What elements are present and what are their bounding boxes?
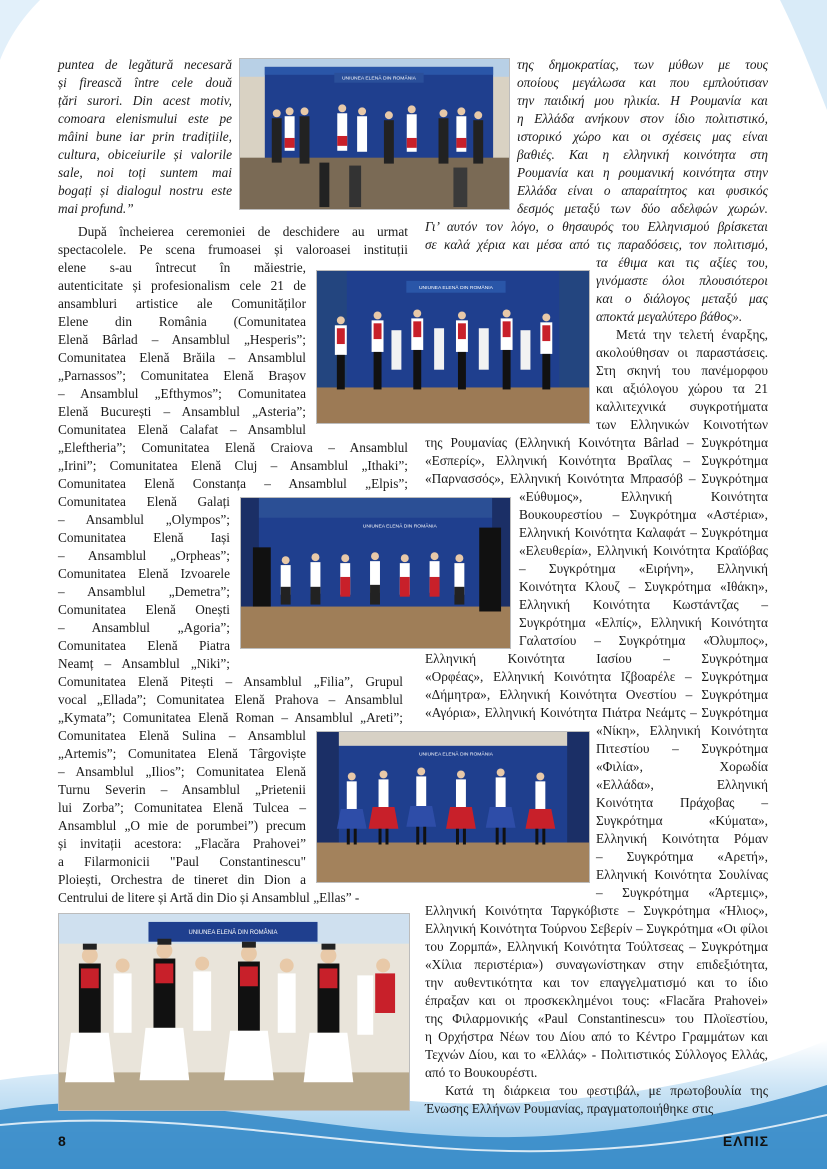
text-line: «Ελλάδα», Ελληνική bbox=[596, 777, 768, 792]
text-line: Elenă Bârlad – Ansamblul „Hesperis”; bbox=[58, 332, 306, 347]
text-line: sale, noi toți suntem mai bbox=[58, 165, 232, 180]
text-line: Κοινότητα Κλουζ – Συγκρότημα «Ιθάκη», bbox=[519, 579, 768, 594]
text-line: Comunitatea Elenă Onești bbox=[58, 602, 230, 617]
text-line: η Ελλάδα ανήκουν στον ίδιο πολιτιστικό, bbox=[517, 111, 768, 126]
text-line: Γαλατσίου – Συγκρότημα «Όλυμπος», bbox=[519, 633, 768, 648]
text-line: a Filarmonicii "Paul Constantinescu" bbox=[58, 854, 306, 869]
text-line: έπραξαν και οι προσκεκλημένοι τους: «Flacăra Prahovei» bbox=[425, 993, 768, 1008]
text-line: – Συγκρότημα «Αρετή», bbox=[596, 849, 768, 864]
romanian-body-column-e bbox=[58, 727, 306, 889]
text-line: mai profund.” bbox=[58, 201, 134, 216]
romanian-body-column-d bbox=[58, 673, 403, 727]
text-line: și invitații acestora: „Flacăra Prahovei” bbox=[58, 836, 306, 851]
text-line: Centrului de litere și Artă din Dio și Ansamblul „Ellas” - bbox=[58, 890, 360, 905]
romanian-body-column-c bbox=[58, 493, 230, 673]
photo-dancers-circle bbox=[240, 497, 511, 649]
text-line: – Ansamblul „Agoria”; bbox=[58, 620, 230, 635]
text-line: „Parnassos”; Comunitatea Elenă Brașov bbox=[58, 368, 306, 383]
text-line: Comunitatea Elenă Sulina – Ansamblul bbox=[58, 728, 306, 743]
text-line: «Νίκη», Ελληνική Κοινότητα bbox=[596, 723, 768, 738]
text-line: Neamț – Ansamblul „Niki”; bbox=[58, 656, 230, 671]
text-line: Comunitatea Elenă Iași bbox=[58, 530, 230, 545]
romanian-body-column-b bbox=[58, 439, 408, 493]
photo-dancers-skirts bbox=[316, 731, 590, 883]
text-line: η Ορχήστρα Νέων του Δίου από το Κέντρο Γραμμάτων και bbox=[425, 1029, 768, 1044]
romanian-body-column-f bbox=[58, 889, 408, 907]
text-line: οποίους μεγάλωσα και που εμπλούτισαν bbox=[517, 75, 768, 90]
text-line: Ελληνική Κοινότητα Ταργκόβιστε – Συγκρότημα «Ήλιος», bbox=[425, 903, 768, 918]
banner-text: UNIUNEA ELENĂ DIN ROMÂNIA bbox=[418, 285, 493, 291]
text-line: Ploiești, Orchestra de tineret din Dion a bbox=[58, 872, 306, 887]
text-line: – Ansamblul „Orpheas”; bbox=[58, 548, 230, 563]
text-line: Ελληνική Κοινότητα Σουλίνας bbox=[596, 867, 768, 882]
greek-quote-wide bbox=[425, 218, 768, 254]
photo-dancers-red-vests bbox=[316, 270, 590, 424]
text-line: «Δήμητρα», Ελληνική Κοινότητα Ονεστίου – Συγκρότημα bbox=[425, 687, 768, 702]
text-line: Πιτεστίου – Συγκρότημα bbox=[596, 741, 768, 756]
text-line: și firească între cele două bbox=[58, 75, 232, 90]
text-line: spectacolele. Pe scena frumoasei și valoroasei instituții bbox=[58, 242, 408, 257]
photo-dancers-closeup bbox=[58, 913, 410, 1111]
text-line: elene s-au întrecut în măiestrie, bbox=[58, 260, 306, 275]
banner-text: UNIUNEA ELENĂ DIN ROMÂNIA bbox=[362, 524, 437, 530]
text-line: την αυθεντικότητα και τον επαγγελματισμό και το ίδιο bbox=[425, 975, 768, 990]
text-line: σε καλά χέρια και μέσα από τις παραδόσεις, τον πολιτισμό, bbox=[425, 237, 768, 252]
text-line: – Ansamblul „Efthymos”; Comunitatea bbox=[58, 386, 306, 401]
text-line: Συγκρότημα «Κύματα», bbox=[596, 813, 768, 828]
text-line: καλλιτεχνικά συγκροτήματα bbox=[596, 399, 768, 414]
text-line: «Εσπερίς», Ελληνική Κοινότητα Βραΐλας – Συγκρότημα bbox=[425, 453, 768, 468]
text-line: – Ansamblul „Ilios”; Comunitatea Elenă bbox=[58, 764, 306, 779]
photo-dancers-group-stage bbox=[239, 58, 510, 210]
greek-quote-right bbox=[517, 56, 768, 218]
banner-text: UNIUNEA ELENĂ DIN ROMÂNIA bbox=[418, 752, 493, 758]
text-line: «Εύθυμος», Ελληνική Κοινότητα bbox=[519, 489, 768, 504]
text-line: της Ρουμανίας (Ελληνική Κοινότητα Bârlad – Συγκρότημα bbox=[425, 435, 768, 450]
text-line: βαθιές. Και η ελληνική κοινότητα στη bbox=[517, 147, 768, 162]
text-line: Comunitatea Elenă Calafat – Ansamblul bbox=[58, 422, 306, 437]
text-line: „Eleftheria”; Comunitatea Elenă Craiova – Ansamblul bbox=[58, 440, 408, 455]
text-line: Comunitatea Elenă Pitești – Ansamblul „Filia”, Grupul bbox=[58, 674, 403, 689]
text-line: δεσμός μεταξύ των δύο αδελφών χωρών. bbox=[517, 201, 768, 216]
text-line: „Artemis”; Comunitatea Elenă Târgoviște bbox=[58, 746, 306, 761]
text-line: ansambluri artistice ale Comunităților bbox=[58, 296, 306, 311]
text-line: γινόμαστε όλοι πλουσιότεροι bbox=[596, 273, 768, 288]
text-line: „Kymata”; Comunitatea Elenă Roman – Ansamblul „Areti”; bbox=[58, 710, 403, 725]
text-line: από το Βουκουρέστι. bbox=[425, 1065, 538, 1080]
text-line: Turnu Severin – Ansamblul „Prietenii bbox=[58, 782, 306, 797]
text-line: Comunitatea Elenă Izvoarele bbox=[58, 566, 230, 581]
text-line: Συγκρότημα «Ελπίς», Ελληνική Κοινότητα bbox=[519, 615, 768, 630]
text-line: του Ζορμπά», Ελληνική Κοινότητα Τούλτσεας – Συγκρότημα bbox=[425, 939, 768, 954]
text-line: Μετά την τελετή έναρξης, bbox=[616, 327, 768, 342]
text-line: την παιδική μου ηλικία. Η Ρουμανία και bbox=[517, 93, 768, 108]
greek-body-bottom bbox=[425, 902, 768, 1118]
romanian-body-column-a bbox=[58, 259, 306, 439]
text-line: Ελληνική Κοινότητα Κωστάντζας – bbox=[519, 597, 768, 612]
text-line: Comunitatea Elenă Brăila – Ansamblul bbox=[58, 350, 306, 365]
text-line: «Ορφέας», Ελληνική Κοινότητα Ιζβοαρέλε – Συγκρότημα bbox=[425, 669, 768, 684]
text-line: «Παρνασσός», Ελληνική Κοινότητα Μπρασόβ – Συγκρότημα bbox=[425, 471, 768, 486]
text-line: Elene din România (Comunitatea bbox=[58, 314, 306, 329]
text-line: vocal „Ellada”; Comunitatea Elenă Prahova – Ansamblul bbox=[58, 692, 403, 707]
text-line: Ελληνική Κοινότητα Τούρνου Σεβερίν – Συγκρότημα «Οι φίλοι bbox=[425, 921, 768, 936]
text-line: Κοινότητα Πράχοβας – bbox=[596, 795, 768, 810]
text-line: – Ansamblul „Olympos”; bbox=[58, 512, 230, 527]
text-line: – Συγκρότημα «Άρτεμις», bbox=[596, 885, 768, 900]
text-line: και ο διάλογος μεταξύ μας bbox=[596, 291, 768, 306]
text-line: ακολούθησαν οι παραστάσεις. bbox=[596, 345, 768, 360]
page-number: 8 bbox=[58, 1133, 66, 1149]
text-line: Ελληνική Κοινότητα Ρόμαν bbox=[596, 831, 768, 846]
romanian-body-top bbox=[58, 223, 408, 259]
text-line: «Χίλια περιστέρια») συναγωνίστηκαν στην επιδεξιότητα, bbox=[425, 957, 768, 972]
text-line: Elenă București – Ansamblul „Asteria”; bbox=[58, 404, 306, 419]
text-line: «Αγόρια», Ελληνική Κοινότητα Πιάτρα Νεάμτς – Συγκρότημα bbox=[425, 705, 768, 720]
text-line: Τεχνών Δίου, και το «Ελλάς» - Πολιτιστικός Σύλλογος Ελλάς, bbox=[425, 1047, 768, 1062]
text-line: Στη σκηνή του πανέμορφου bbox=[596, 363, 768, 378]
magazine-name: ΕΛΠΙΣ bbox=[722, 1133, 769, 1149]
text-line: Βουκουρεστίου – Συγκρότημα «Αστέρια», bbox=[519, 507, 768, 522]
text-line: – Συγκρότημα «Ειρήνη», Ελληνική bbox=[519, 561, 768, 576]
text-line: και αξιόλογου χώρου τα 21 bbox=[596, 381, 768, 396]
text-line: lui Zorba”; Comunitatea Elenă Tulcea – bbox=[58, 800, 306, 815]
text-line: autenticitate și profesionalism cele 21 de bbox=[58, 278, 306, 293]
text-line: țări surori. Din acest motiv, bbox=[58, 93, 232, 108]
text-line: τα έθιμα και τις αξίες του, bbox=[596, 255, 768, 270]
text-line: «Ελευθερία», Ελληνική Κοινότητα Κραϊόβας bbox=[519, 543, 768, 558]
text-line: «Φιλία», Χορωδία bbox=[596, 759, 768, 774]
text-line: comoara elenismului este pe bbox=[58, 111, 232, 126]
text-line: puntea de legătură necesară bbox=[58, 57, 232, 72]
greek-body-mid-a bbox=[519, 488, 768, 650]
text-line: Comunitatea Elenă Piatra bbox=[58, 638, 230, 653]
text-line: της δημοκρατίας, των μύθων με τους bbox=[517, 57, 768, 72]
greek-body-narrow-a bbox=[596, 326, 768, 434]
greek-body-wide-a bbox=[425, 434, 768, 488]
text-line: Κατά τη διάρκεια του φεστιβάλ, με πρωτοβουλία της bbox=[445, 1083, 768, 1098]
greek-quote-narrow bbox=[596, 254, 768, 326]
text-line: Ελληνική Κοινότητα Καλαφάτ – Συγκρότημα bbox=[519, 525, 768, 540]
text-line: Comunitatea Elenă Constanța – Ansamblul „Elpis”; bbox=[58, 476, 408, 491]
text-line: După încheierea ceremoniei de deschidere au urmat bbox=[78, 224, 408, 239]
text-line: αποκτά μεγαλύτερο βάθος». bbox=[596, 309, 743, 324]
text-line: mâini bune iar prin tradițiile, bbox=[58, 129, 232, 144]
greek-body-narrow-b bbox=[596, 722, 768, 902]
greek-body-wide-b bbox=[425, 650, 768, 722]
text-line: Γι’ αυτόν τον λόγο, ο θησαυρός του Ελληνισμού βρίσκεται bbox=[425, 219, 768, 234]
text-line: bogați și dialogul nostru este bbox=[58, 183, 232, 198]
text-line: cultura, obiceiurile și valorile bbox=[58, 147, 232, 162]
text-line: ιστορικό χώρο και οι σχέσεις μας είναι bbox=[517, 129, 768, 144]
text-line: Ansamblul „O mie de porumbei”) precum bbox=[58, 818, 306, 833]
text-line: Comunitatea Elenă Galați bbox=[58, 494, 230, 509]
banner-text: UNIUNEA ELENĂ DIN ROMÂNIA bbox=[341, 76, 416, 82]
text-line: Ελλάδα είναι ο απαραίτητος και φυσικός bbox=[517, 183, 768, 198]
text-line: της Φιλαρμονικής «Paul Constantinescu» του Πλοϊεστίου, bbox=[425, 1011, 768, 1026]
text-line: Ελληνική Κοινότητα Ιασίου – Συγκρότημα bbox=[425, 651, 768, 666]
text-line: – Ansamblul „Demetra”; bbox=[58, 584, 230, 599]
text-line: „Irini”; Comunitatea Elenă Cluj – Ansamblul „Ithaki”; bbox=[58, 458, 408, 473]
romanian-intro-quote bbox=[58, 56, 232, 218]
text-line: των Ελληνικών Κοινοτήτων bbox=[596, 417, 768, 432]
text-line: Ένωσης Ελλήνων Ρουμανίας, πραγματοποιήθηκε στις bbox=[425, 1101, 714, 1116]
banner-text: UNIUNEA ELENĂ DIN ROMÂNIA bbox=[188, 929, 278, 936]
text-line: Ρουμανία και η ρουμανική κοινότητα στην bbox=[517, 165, 768, 180]
